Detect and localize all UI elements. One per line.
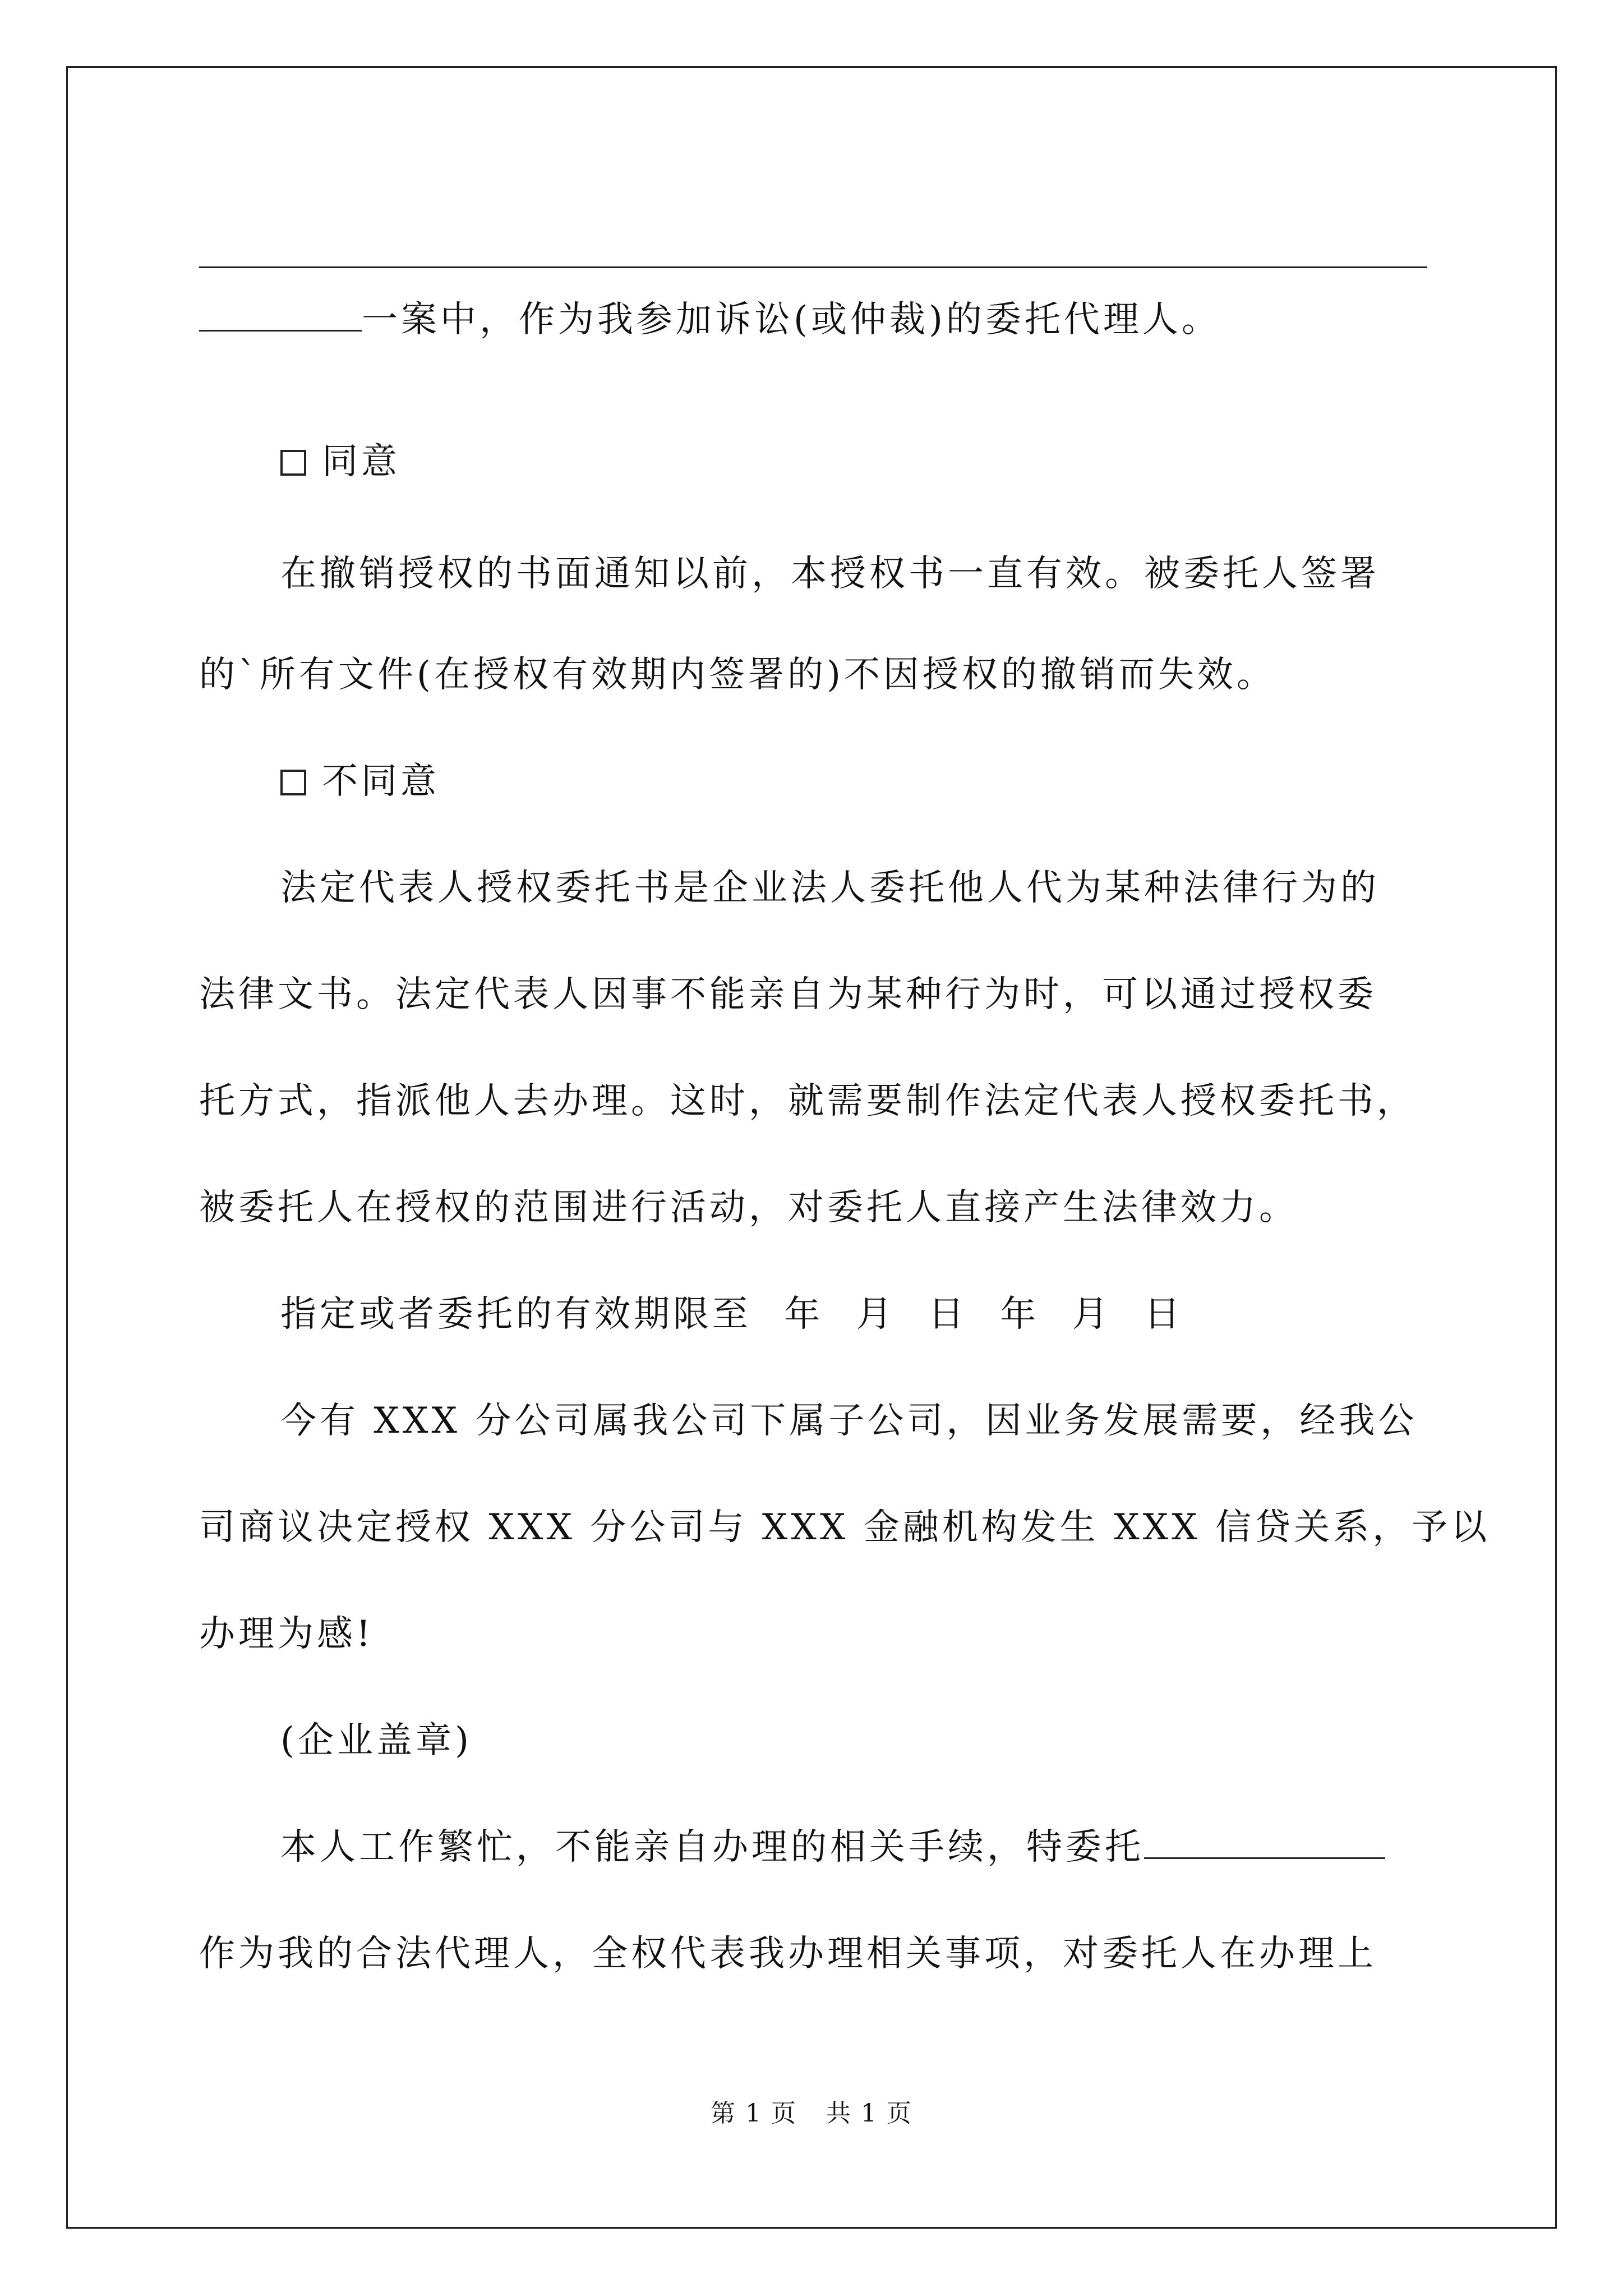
line-text: 今有 XXX 分公司属我公司下属子公司，因业务发展需要，经我公: [280, 1400, 1418, 1442]
line-text: 司商议决定授权 XXX 分公司与 XXX 金融机构发生 XXX 信贷关系，予以: [199, 1507, 1491, 1548]
year-label: 年: [1000, 1294, 1040, 1335]
disagree-label: 不同意: [322, 761, 440, 802]
page-number: 第 1 页: [711, 2099, 797, 2128]
line-text: 被委托人在授权的范围进行活动，对委托人直接产生法律效力。: [199, 1187, 1298, 1228]
line-text: 法律文书。法定代表人因事不能亲自为某种行为时，可以通过授权委: [199, 974, 1377, 1015]
line-text: 办理为感!: [199, 1613, 374, 1655]
blank-line-case: [199, 303, 362, 332]
blank-line-agent: [1144, 1830, 1385, 1859]
page-footer: [0, 2098, 1623, 2129]
month-label: 月: [856, 1294, 896, 1335]
day-label: 日: [928, 1294, 968, 1335]
doc-line: [199, 1185, 1427, 1230]
doc-line: [199, 972, 1427, 1017]
blank-line-full: [199, 266, 1427, 268]
agree-label: 同意: [322, 441, 400, 482]
doc-line: [199, 1931, 1427, 1976]
option-disagree: [280, 759, 1427, 804]
doc-line: [280, 1825, 1427, 1870]
page-border: [66, 66, 1557, 2229]
line-text: 在撤销授权的书面通知以前，本授权书一直有效。被委托人签署: [280, 553, 1380, 595]
day-label: 日: [1144, 1294, 1184, 1335]
seal-line: [280, 1718, 1427, 1763]
doc-line-case: [199, 297, 1427, 342]
line-text: 作为我的合法代理人，全权代表我办理相关事项，对委托人在办理上: [199, 1933, 1377, 1975]
line-text: 托方式，指派他人去办理。这时，就需要制作法定代表人授权委托书，: [199, 1080, 1416, 1122]
year-label: 年: [784, 1294, 824, 1335]
line-text: 的`所有文件(在授权有效期内签署的)不因授权的撤销而失效。: [199, 654, 1276, 696]
page-total: 共 1 页: [826, 2099, 912, 2128]
doc-line: [199, 1505, 1491, 1550]
doc-line: [199, 1079, 1427, 1124]
checkbox-agree[interactable]: [280, 450, 306, 476]
validity-term-line: [280, 1292, 1427, 1337]
line-text: 一案中，作为我参加诉讼(或仲裁)的委托代理人。: [362, 299, 1221, 341]
term-label: 指定或者委托的有效期限至: [280, 1294, 751, 1335]
line-text: 法定代表人授权委托书是企业法人委托他人代为某种法律行为的: [280, 867, 1380, 909]
doc-line: [280, 551, 1427, 596]
line-text: 本人工作繁忙，不能亲自办理的相关手续，特委托: [280, 1826, 1144, 1868]
doc-line: [199, 652, 1427, 697]
doc-line: [199, 1612, 1427, 1657]
month-label: 月: [1072, 1294, 1112, 1335]
option-agree: [280, 439, 1427, 484]
doc-line: [280, 1398, 1427, 1443]
checkbox-disagree[interactable]: [280, 770, 306, 795]
doc-line: [280, 866, 1427, 910]
seal-text: (企业盖章): [280, 1720, 472, 1761]
